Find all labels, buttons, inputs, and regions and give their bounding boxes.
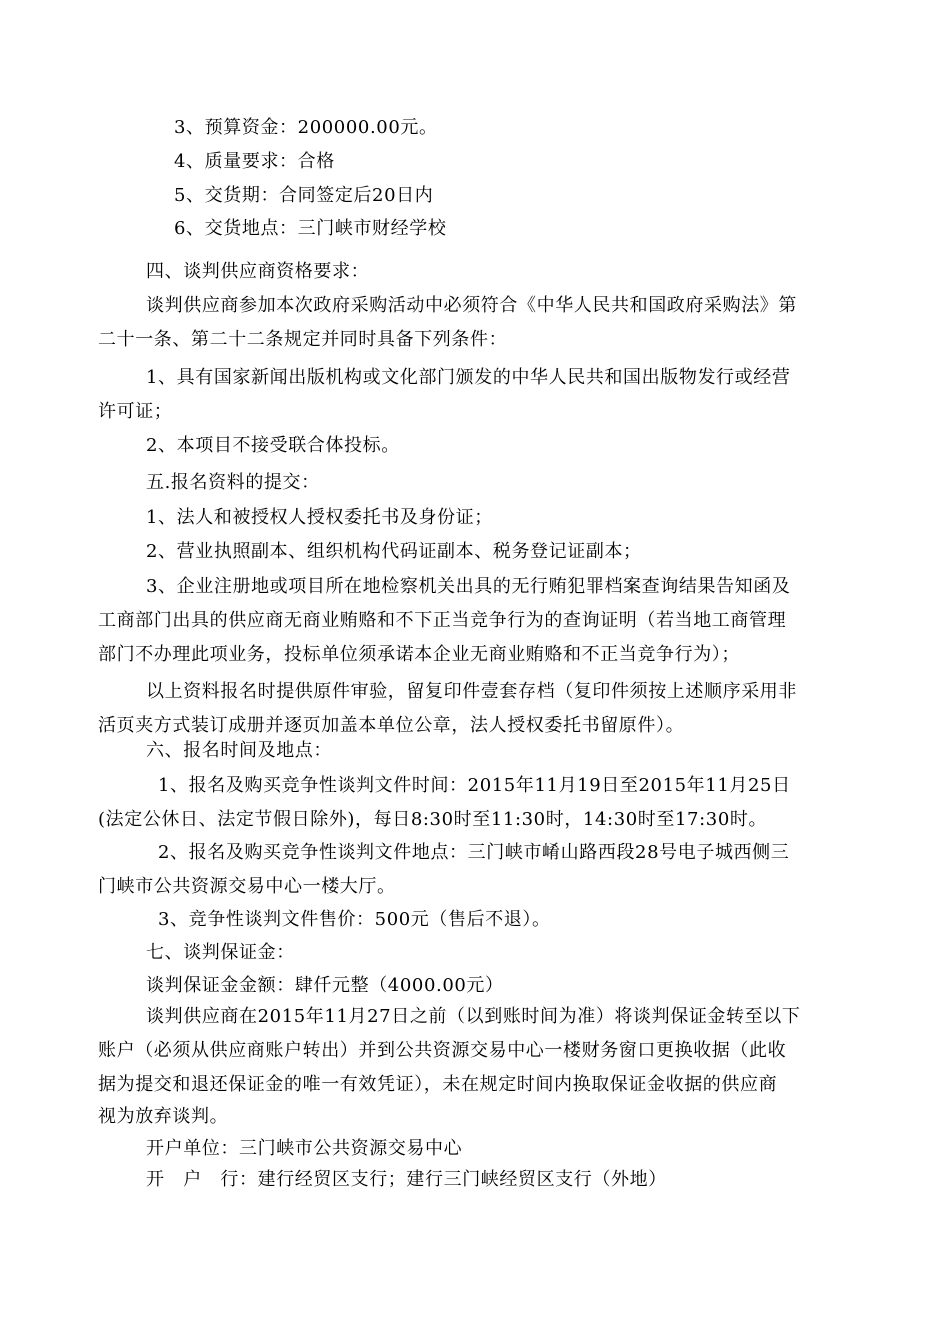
section7-heading: 七、谈判保证金： (146, 942, 295, 963)
section7-body-line4: 视为放弃谈判。 (98, 1106, 229, 1127)
section5-item3-line1: 3、企业注册地或项目所在地检察机关出具的无行贿犯罪档案查询结果告知函及 (146, 576, 791, 597)
section4-item1-line2: 许可证； (98, 401, 173, 422)
section5-heading: 五.报名资料的提交： (146, 472, 320, 493)
section6-item1-line2: (法定公休日、法定节假日除外)，每日8:30时至11:30时，14:30时至17:30时。 (98, 809, 768, 830)
section5-note-line1: 以上资料报名时提供原件审验，留复印件壹套存档（复印件须按上述顺序采用非 (146, 681, 797, 702)
section4-intro-line2: 二十一条、第二十二条规定并同时具备下列条件： (98, 329, 508, 350)
section5-item3-line2: 工商部门出具的供应商无商业贿赂和不下正当竞争行为的查询证明（若当地工商管理 (98, 610, 787, 631)
section4-heading: 四、谈判供应商资格要求： (146, 261, 370, 282)
section6-item2-line2: 门峡市公共资源交易中心一楼大厅。 (98, 876, 396, 897)
section7-body-line1: 谈判供应商在2015年11月27日之前（以到账时间为准）将谈判保证金转至以下 (146, 1006, 801, 1027)
section5-item2: 2、营业执照副本、组织机构代码证副本、税务登记证副本； (146, 541, 642, 562)
section4-item2: 2、本项目不接受联合体投标。 (146, 435, 400, 456)
section6-heading: 六、报名时间及地点： (146, 740, 332, 761)
section5-item1: 1、法人和被授权人授权委托书及身份证； (146, 507, 493, 528)
section4-intro-line1: 谈判供应商参加本次政府采购活动中必须符合《中华人民共和国政府采购法》第 (146, 295, 797, 316)
section7-body-line2: 账户（必须从供应商账户转出）并到公共资源交易中心一楼财务窗口更换收据（此收 (98, 1040, 787, 1061)
section6-item1-line1: 1、报名及购买竞争性谈判文件时间：2015年11月19日至2015年11月25日 (158, 775, 791, 796)
bank-line: 开 户 行：建行经贸区支行；建行三门峡经贸区支行（外地） (146, 1169, 667, 1190)
section7-amount: 谈判保证金金额：肆仟元整（4000.00元） (146, 975, 504, 996)
section5-note-line2: 活页夹方式装订成册并逐页加盖本单位公章，法人授权委托书留原件）。 (98, 715, 685, 736)
section7-body-line3: 据为提交和退还保证金的唯一有效凭证），未在规定时间内换取保证金收据的供应商 (98, 1074, 778, 1095)
section4-item1-line1: 1、具有国家新闻出版机构或文化部门颁发的中华人民共和国出版物发行或经营 (146, 367, 791, 388)
budget-line: 3、预算资金：200000.00元。 (174, 117, 438, 138)
delivery-place-line: 6、交货地点：三门峡市财经学校 (174, 218, 447, 239)
section6-item3: 3、竞争性谈判文件售价：500元（售后不退）。 (158, 909, 551, 930)
quality-line: 4、质量要求：合格 (174, 151, 335, 172)
section6-item2-line1: 2、报名及购买竞争性谈判文件地点：三门峡市崤山路西段28号电子城西侧三 (158, 842, 790, 863)
account-unit-line: 开户单位：三门峡市公共资源交易中心 (146, 1138, 463, 1159)
delivery-period-line: 5、交货期：合同签定后20日内 (174, 185, 434, 206)
section5-item3-line3: 部门不办理此项业务，投标单位须承诺本企业无商业贿赂和不正当竞争行为）； (98, 644, 740, 665)
